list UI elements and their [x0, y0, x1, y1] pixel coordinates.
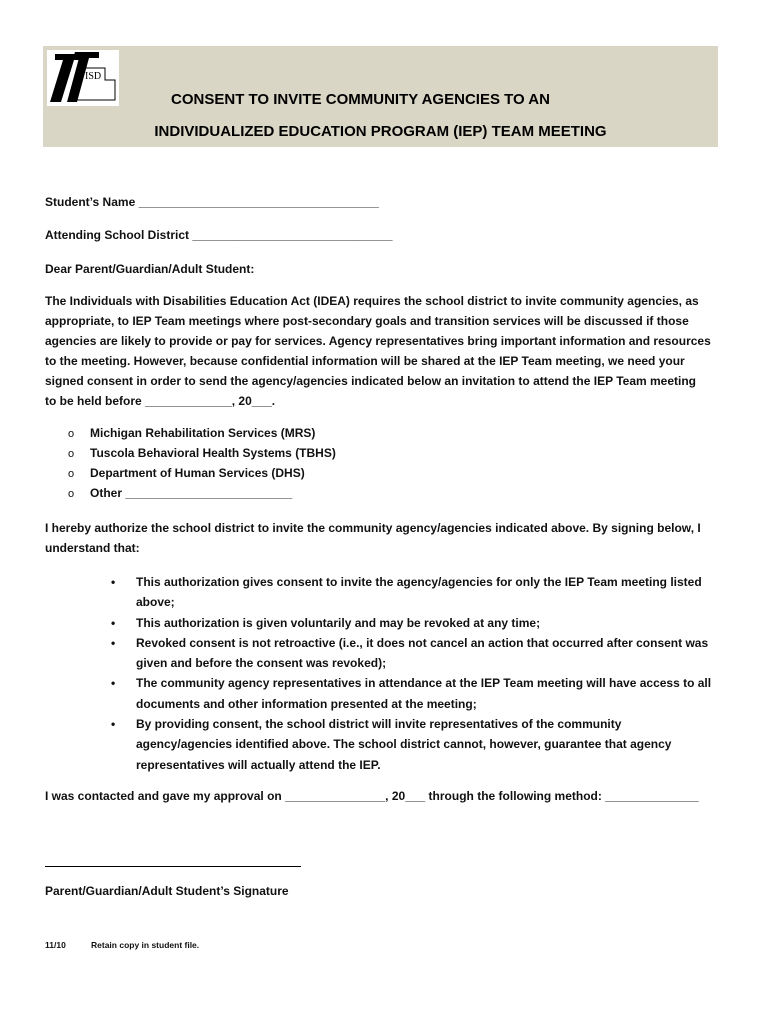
authorize-line: I hereby authorize the school district to invite the community agency/agencies indicated above. By signing below, I [45, 521, 701, 535]
intro-line: signed consent in order to send the agency/agencies indicated below an invitation to attend the IEP Team meeting [45, 374, 697, 388]
authorization-paragraph [45, 518, 725, 558]
logo-text: ISD [85, 71, 102, 82]
agency-option-other[interactable] [68, 486, 292, 500]
footer-date: 11/10 [45, 940, 66, 950]
list-item: • This authorization is given voluntarily and may be revoked at any time; [111, 613, 731, 633]
checkbox-circle-icon[interactable]: o [68, 468, 75, 480]
intro-line: to the meeting. However, because confidential information will be shared at the IEP Team meeting, we need your [45, 354, 685, 368]
agency-option-mrs[interactable] [68, 426, 315, 440]
agency-label: Department of Human Services (DHS) [90, 466, 305, 480]
intro-line: appropriate, to IEP Team meetings where post-secondary goals and transition services will be discussed if those [45, 314, 689, 328]
bullet-icon: • [111, 575, 116, 589]
header-banner [43, 46, 718, 147]
signature-label: Parent/Guardian/Adult Student’s Signature [45, 884, 289, 898]
list-item: • Revoked consent is not retroactive (i.e., it does not cancel an action that occurred after consent was given and before the consent was revoked); [111, 633, 731, 674]
contact-approval-field[interactable]: I was contacted and gave my approval on _______________, 20___ through the following method: ______________ [45, 789, 699, 803]
bullet-icon: • [111, 635, 116, 650]
list-item: • By providing consent, the school district will invite representatives of the community agency/agencies identified above. The school district cannot, however, guarantee that agency representatives will actually attend the IEP. [111, 714, 731, 775]
footer-note: Retain copy in student file. [91, 940, 200, 950]
intro-line: The Individuals with Disabilities Education Act (IDEA) requires the school district to invite community agencies, as [45, 294, 699, 308]
bullet-icon: • [111, 615, 116, 630]
conditions-list [111, 572, 731, 775]
agency-option-tbhs[interactable] [68, 446, 336, 460]
authorize-line: understand that: [45, 541, 140, 555]
agency-label: Michigan Rehabilitation Services (MRS) [90, 426, 316, 440]
form-title-line-2: INDIVIDUALIZED EDUCATION PROGRAM (IEP) TEAM MEETING [154, 123, 607, 140]
salutation: Dear Parent/Guardian/Adult Student: [45, 262, 255, 276]
student-name-field[interactable]: Student’s Name ____________________________________ [45, 195, 379, 209]
bullet-icon: • [111, 717, 116, 732]
checkbox-circle-icon[interactable]: o [68, 488, 75, 500]
school-district-field[interactable]: Attending School District ______________________________ [45, 228, 393, 242]
agency-label[interactable]: Other _________________________ [90, 486, 293, 500]
agency-option-dhs[interactable] [68, 466, 305, 480]
checkbox-circle-icon[interactable]: o [68, 428, 75, 440]
intro-paragraph [45, 291, 725, 411]
intro-line-meeting-date[interactable]: to be held before _____________, 20___. [45, 394, 276, 408]
bullet-icon: • [111, 676, 116, 691]
form-title-line-1: CONSENT TO INVITE COMMUNITY AGENCIES TO AN [171, 91, 550, 108]
agency-label: Tuscola Behavioral Health Systems (TBHS) [90, 446, 336, 460]
list-item: • The community agency representatives in attendance at the IEP Team meeting will have access to all documents and other information presented at the meeting; [111, 673, 731, 714]
checkbox-circle-icon[interactable]: o [68, 448, 75, 460]
intro-line: agencies are likely to provide or pay for services. Agency representatives bring important information and resources [45, 334, 711, 348]
list-item: • This authorization gives consent to invite the agency/agencies for only the IEP Team meeting listed above; [111, 572, 731, 613]
signature-line[interactable] [45, 866, 301, 867]
